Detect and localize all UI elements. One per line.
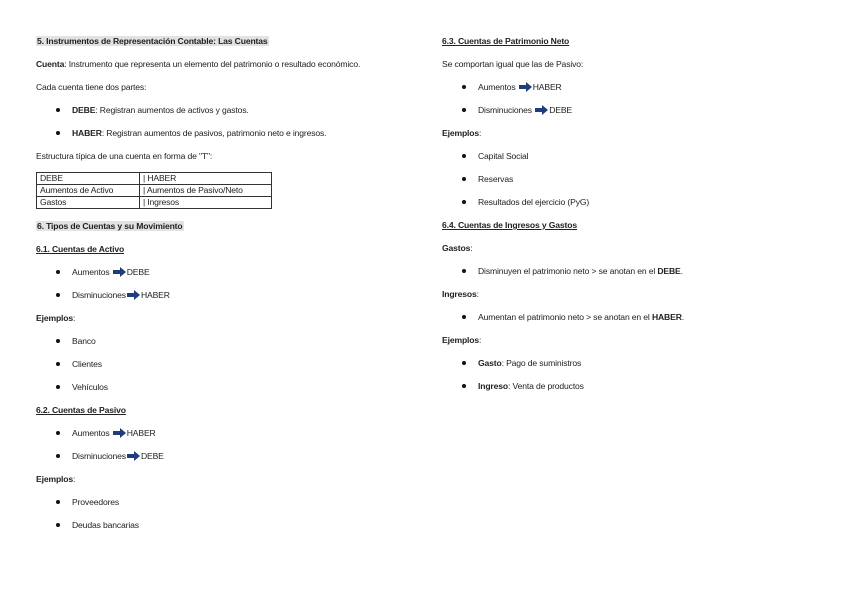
patrimonio-aumentos-item: Aumentos HABER <box>442 80 787 103</box>
right-arrow-icon <box>113 428 126 438</box>
list-item: Deudas bancarias <box>36 518 381 541</box>
ejemplos-label: Ejemplos: <box>442 128 482 138</box>
cuenta-def-text: : Instrumento que representa un elemento del patrimonio o resultado económico. <box>64 59 361 69</box>
patrimonio-disminuciones-item: Disminuciones DEBE <box>442 103 787 126</box>
pasivo-aumentos-item: Aumentos HABER <box>36 426 381 449</box>
t-account-row <box>37 185 272 197</box>
ingresos-item: Aumentan el patrimonio neto > se anotan en el HABER. <box>442 310 787 333</box>
section-6-2-heading: 6.2. Cuentas de Pasivo <box>36 405 126 415</box>
list-item: Reservas <box>442 172 787 195</box>
section-6-4-heading: 6.4. Cuentas de Ingresos y Gastos <box>442 220 577 230</box>
right-arrow-icon <box>127 451 140 461</box>
t-account-cell: Gastos <box>37 197 140 209</box>
section-6-heading: 6. Tipos de Cuentas y su Movimiento <box>37 221 183 231</box>
right-arrow-icon <box>519 82 532 92</box>
ingreso-example-item: Ingreso: Venta de productos <box>442 379 787 402</box>
parts-intro: Cada cuenta tiene dos partes: <box>36 82 147 92</box>
activo-disminuciones-item: Disminuciones HABER <box>36 288 381 311</box>
cuenta-term: Cuenta <box>36 59 65 69</box>
haber-bullet: HABER: Registran aumentos de pasivos, patrimonio neto e ingresos. <box>36 126 381 149</box>
ejemplos-label: Ejemplos: <box>36 313 76 323</box>
gasto-example-item: Gasto: Pago de suministros <box>442 356 787 379</box>
right-column <box>442 34 787 402</box>
list-item: Banco <box>36 334 381 357</box>
t-account-cell: DEBE <box>37 173 140 185</box>
ejemplos-label: Ejemplos: <box>442 335 482 345</box>
ingresos-label: Ingresos: <box>442 289 479 299</box>
t-account-cell: | Ingresos <box>140 197 272 209</box>
structure-intro: Estructura típica de una cuenta en forma de "T": <box>36 151 213 161</box>
list-item: Clientes <box>36 357 381 380</box>
gastos-label: Gastos: <box>442 243 473 253</box>
debe-bullet: DEBE: Registran aumentos de activos y gastos. <box>36 103 381 126</box>
section-5-heading: 5. Instrumentos de Representación Contable: Las Cuentas <box>37 36 268 46</box>
t-account-row <box>37 197 272 209</box>
patrimonio-intro: Se comportan igual que las de Pasivo: <box>442 59 584 69</box>
cuenta-definition <box>36 57 381 71</box>
list-item: Proveedores <box>36 495 381 518</box>
section-6-3-heading: 6.3. Cuentas de Patrimonio Neto <box>442 36 570 46</box>
ejemplos-label: Ejemplos: <box>36 474 76 484</box>
t-account-row <box>37 173 272 185</box>
list-item: Vehículos <box>36 380 381 403</box>
right-arrow-icon <box>535 105 548 115</box>
left-column <box>36 34 381 541</box>
right-arrow-icon <box>127 290 140 300</box>
t-account-table <box>36 172 272 209</box>
list-item: Resultados del ejercicio (PyG) <box>442 195 787 218</box>
pasivo-disminuciones-item: Disminuciones DEBE <box>36 449 381 472</box>
activo-aumentos-item: Aumentos DEBE <box>36 265 381 288</box>
section-6-1-heading: 6.1. Cuentas de Activo <box>36 244 125 254</box>
t-account-cell: Aumentos de Activo <box>37 185 140 197</box>
list-item: Capital Social <box>442 149 787 172</box>
t-account-cell: | HABER <box>140 173 272 185</box>
gastos-item: Disminuyen el patrimonio neto > se anotan en el DEBE. <box>442 264 787 287</box>
t-account-cell: | Aumentos de Pasivo/Neto <box>140 185 272 197</box>
right-arrow-icon <box>113 267 126 277</box>
